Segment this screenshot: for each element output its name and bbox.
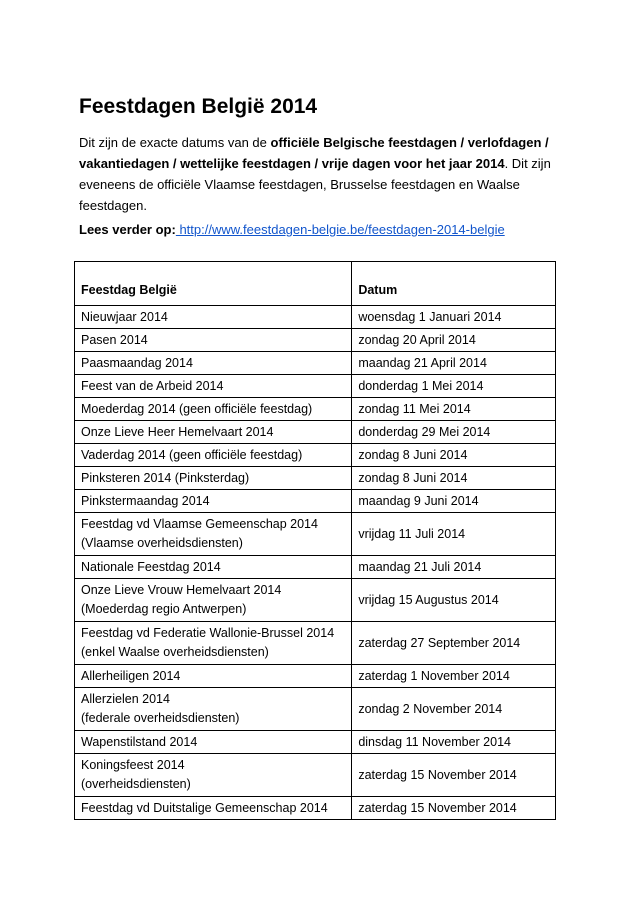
- holiday-date-cell: zaterdag 27 September 2014: [352, 622, 556, 665]
- holiday-date-cell: vrijdag 15 Augustus 2014: [352, 579, 556, 622]
- holiday-date-cell: zondag 8 Juni 2014: [352, 444, 556, 467]
- holiday-name-cell: [75, 579, 352, 622]
- holiday-date-cell: maandag 21 April 2014: [352, 352, 556, 375]
- holiday-date-cell: vrijdag 11 Juli 2014: [352, 513, 556, 556]
- holiday-date-cell: zondag 2 November 2014: [352, 688, 556, 731]
- table-row: [75, 579, 556, 622]
- table-row: [75, 444, 556, 467]
- table-row: [75, 421, 556, 444]
- holiday-name-cell: [75, 688, 352, 731]
- holiday-date-cell: donderdag 1 Mei 2014: [352, 375, 556, 398]
- holiday-name-cell: [75, 754, 352, 797]
- holiday-name-cell: [75, 444, 352, 467]
- table-row: [75, 622, 556, 665]
- intro-text-start: Dit zijn de exacte datums van de: [79, 135, 271, 150]
- holiday-name-cell: [75, 306, 352, 329]
- holiday-name-cell: [75, 797, 352, 820]
- holiday-date-cell: maandag 21 Juli 2014: [352, 556, 556, 579]
- table-row: [75, 329, 556, 352]
- table-header-row: [75, 262, 556, 306]
- read-more-line: [79, 221, 505, 239]
- holiday-name-line: Onze Lieve Heer Hemelvaart 2014: [81, 424, 274, 439]
- holiday-name-line: Feestdag vd Vlaamse Gemeenschap 2014: [81, 517, 318, 531]
- table-row: [75, 375, 556, 398]
- read-more-colon: :: [171, 222, 176, 237]
- holiday-date-cell: donderdag 29 Mei 2014: [352, 421, 556, 444]
- read-more-link[interactable]: http://www.feestdagen-belgie.be/feestdagen-2014-belgie: [175, 222, 505, 237]
- holiday-name-line: Paasmaandag 2014: [81, 355, 193, 370]
- holiday-name-line: Allerzielen 2014: [81, 692, 170, 706]
- holiday-name-line: Nationale Feestdag 2014: [81, 559, 221, 574]
- holiday-date-cell: zondag 20 April 2014: [352, 329, 556, 352]
- intro-text-bold: officiële Belgische feestdagen / verlofdagen / vakantiedagen / wettelijke feestdagen / vrije dagen voor het jaar 2014: [79, 135, 549, 171]
- holiday-name-line: Pinksteren 2014 (Pinksterdag): [81, 470, 250, 485]
- holidays-table: [74, 261, 556, 820]
- holiday-date-cell: woensdag 1 Januari 2014: [352, 306, 556, 329]
- holiday-name-cell: [75, 398, 352, 421]
- table-row: [75, 467, 556, 490]
- holiday-name-cell: [75, 556, 352, 579]
- table-row: [75, 513, 556, 556]
- holiday-date-cell: maandag 9 Juni 2014: [352, 490, 556, 513]
- header-date: Datum: [352, 262, 556, 306]
- table-row: [75, 731, 556, 754]
- holiday-name-cell: [75, 665, 352, 688]
- holiday-name-cell: [75, 490, 352, 513]
- holiday-name-cell: [75, 375, 352, 398]
- header-holiday: Feestdag België: [75, 262, 352, 306]
- table-row: [75, 556, 556, 579]
- intro-paragraph: [79, 132, 563, 216]
- holiday-name-line: (overheidsdiensten): [81, 777, 191, 791]
- holiday-name-line: Pinkstermaandag 2014: [81, 493, 210, 508]
- holiday-name-line: Feest van de Arbeid 2014: [81, 378, 224, 393]
- table-row: [75, 490, 556, 513]
- holiday-name-cell: [75, 421, 352, 444]
- holiday-date-cell: zondag 8 Juni 2014: [352, 467, 556, 490]
- holiday-name-line: Feestdag vd Federatie Wallonie-Brussel 2014: [81, 626, 335, 640]
- holidays-table-body: [75, 306, 556, 820]
- holiday-name-line: Koningsfeest 2014: [81, 758, 185, 772]
- table-row: [75, 754, 556, 797]
- holiday-name-line: Feestdag vd Duitstalige Gemeenschap 2014: [81, 800, 328, 815]
- holiday-name-line: Moederdag 2014 (geen officiële feestdag): [81, 401, 313, 416]
- table-row: [75, 306, 556, 329]
- holiday-date-cell: zaterdag 1 November 2014: [352, 665, 556, 688]
- holiday-name-cell: [75, 622, 352, 665]
- table-row: [75, 398, 556, 421]
- page-title: Feestdagen België 2014: [79, 95, 318, 118]
- holiday-name-line: Vaderdag 2014 (geen officiële feestdag): [81, 447, 303, 462]
- holiday-name-line: (enkel Waalse overheidsdiensten): [81, 645, 269, 659]
- holiday-date-cell: zondag 11 Mei 2014: [352, 398, 556, 421]
- table-row: [75, 797, 556, 820]
- holiday-name-line: Onze Lieve Vrouw Hemelvaart 2014: [81, 583, 282, 597]
- holiday-name-cell: [75, 467, 352, 490]
- holiday-name-line: Wapenstilstand 2014: [81, 734, 198, 749]
- table-row: [75, 352, 556, 375]
- holiday-name-line: (federale overheidsdiensten): [81, 711, 240, 725]
- table-row: [75, 665, 556, 688]
- holiday-name-cell: [75, 513, 352, 556]
- holiday-date-cell: zaterdag 15 November 2014: [352, 797, 556, 820]
- holiday-name-line: Allerheiligen 2014: [81, 668, 181, 683]
- intro-text-end: . Dit zijn eveneens de officiële Vlaamse feestdagen, Brusselse feestdagen en Waalse feestdagen.: [79, 156, 551, 213]
- holiday-name-line: (Vlaamse overheidsdiensten): [81, 536, 243, 550]
- holiday-name-line: Nieuwjaar 2014: [81, 309, 168, 324]
- read-more-label: Lees verder op: [79, 222, 172, 237]
- holiday-name-cell: [75, 731, 352, 754]
- holiday-name-line: (Moederdag regio Antwerpen): [81, 602, 247, 616]
- holiday-name-cell: [75, 329, 352, 352]
- holiday-date-cell: dinsdag 11 November 2014: [352, 731, 556, 754]
- table-row: [75, 688, 556, 731]
- holiday-name-line: Pasen 2014: [81, 332, 148, 347]
- holiday-date-cell: zaterdag 15 November 2014: [352, 754, 556, 797]
- holiday-name-cell: [75, 352, 352, 375]
